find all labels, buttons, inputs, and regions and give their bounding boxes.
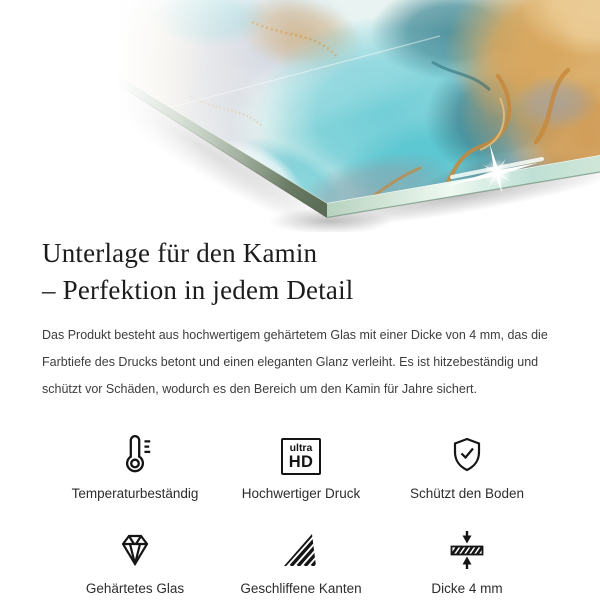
description-line-3: schützt vor Schäden, wodurch es den Bereich um den Kamin für Jahre sichert. bbox=[42, 382, 477, 396]
feature-temperature-resistant bbox=[52, 429, 218, 501]
product-photo bbox=[0, 0, 600, 232]
product-description bbox=[42, 322, 560, 403]
thermometer-icon bbox=[114, 433, 156, 475]
ultra-hd-icon-text-bottom: HD bbox=[288, 452, 314, 471]
ultra-hd-icon bbox=[281, 438, 321, 475]
description-line-2: Farbtiefe des Drucks betont und einen eleganten Glanz verleiht. Es ist hitzebeständig und bbox=[42, 355, 539, 369]
feature-grid bbox=[42, 429, 560, 596]
polished-edges-icon bbox=[281, 530, 321, 570]
feature-label: Temperaturbeständig bbox=[71, 486, 199, 501]
thickness-arrows-icon bbox=[447, 530, 487, 570]
feature-tempered-glass bbox=[52, 524, 218, 596]
title-line-1: Unterlage für den Kamin bbox=[42, 238, 318, 268]
diamond-icon bbox=[114, 530, 156, 570]
shield-check-icon bbox=[447, 435, 487, 475]
product-details bbox=[0, 232, 600, 596]
feature-thickness-4mm bbox=[384, 524, 550, 596]
ultra-hd-icon-text-top: ultra bbox=[289, 441, 313, 454]
feature-protects-floor bbox=[384, 429, 550, 501]
feature-label: Hochwertiger Druck bbox=[241, 486, 361, 501]
feature-label: Geschliffene Kanten bbox=[240, 581, 362, 596]
feature-label: Schützt den Boden bbox=[409, 486, 525, 501]
title-line-2: – Perfektion in jedem Detail bbox=[42, 275, 354, 305]
feature-polished-edges bbox=[218, 524, 384, 596]
left-fade bbox=[0, 0, 290, 232]
page-title bbox=[42, 235, 560, 309]
feature-high-quality-print bbox=[218, 429, 384, 501]
glass-panel-photo bbox=[0, 0, 600, 232]
feature-label: Dicke 4 mm bbox=[431, 581, 503, 596]
description-line-1: Das Produkt besteht aus hochwertigem gehärtetem Glas mit einer Dicke von 4 mm, das die bbox=[42, 328, 548, 342]
feature-label: Gehärtetes Glas bbox=[85, 581, 185, 596]
